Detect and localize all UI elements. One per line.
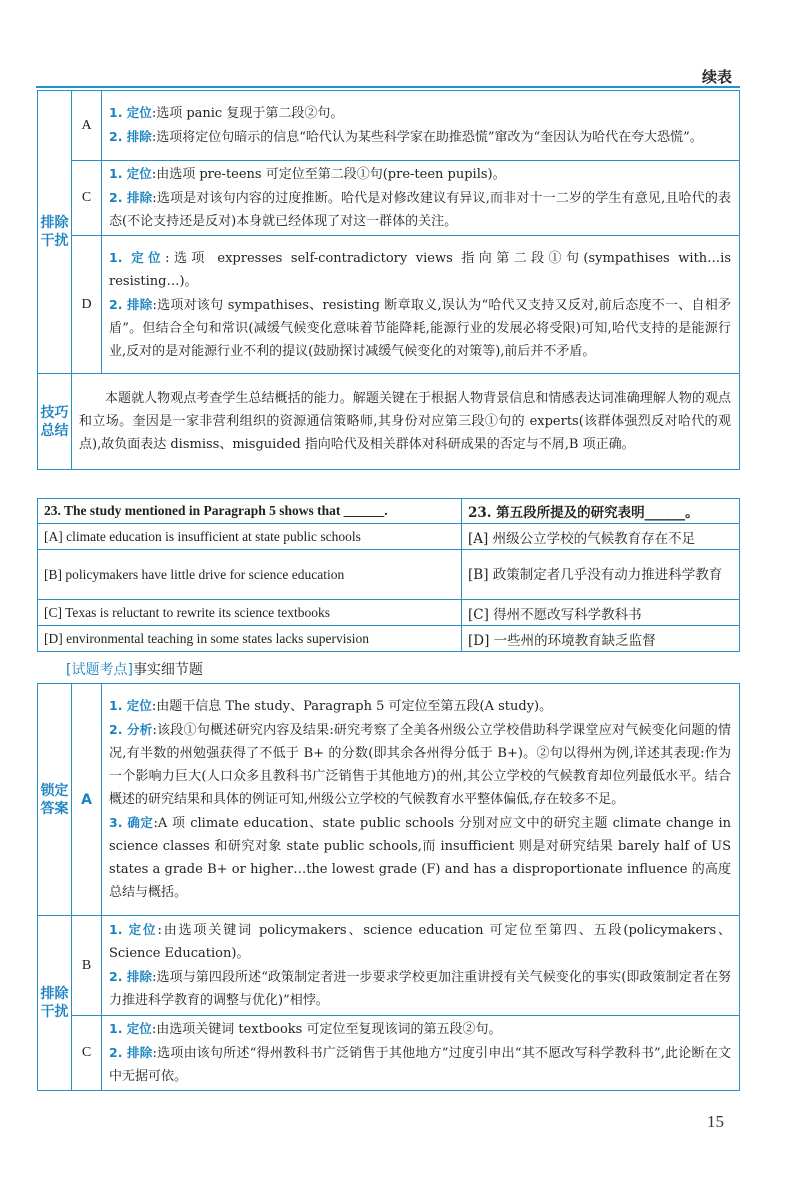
option-letter: B — [72, 916, 102, 1016]
page-number: 15 — [707, 1112, 724, 1131]
analysis-line: 1. 定位:由选项关键词 textbooks 可定位至复现该词的第五段②句。 — [109, 1021, 502, 1037]
option-analysis — [102, 916, 740, 1016]
option-row — [38, 600, 740, 626]
header-divider — [36, 86, 740, 88]
question-23-table — [37, 498, 740, 652]
exclude-side-label: 排除 干扰 — [38, 916, 72, 1091]
option-cn: [B] 政策制定者几乎没有动力推进科学教育 — [462, 550, 740, 600]
question-stem-cn: 23. 第五段所提及的研究表明______。 — [462, 499, 740, 524]
option-en: [D] environmental teaching in some states lacks supervision — [38, 626, 462, 652]
analysis-table-q23 — [37, 683, 740, 1091]
analysis-line: 1. 定位:由题干信息 The study、Paragraph 5 可定位至第五段(A study)。 — [109, 698, 553, 714]
analysis-line: 2. 排除:选项由该句所述“得州教科书广泛销售于其他地方”过度引申出“其不愿改写科学教科书”,此论断在文中无据可依。 — [109, 1045, 731, 1084]
option-row-c — [38, 161, 740, 236]
test-point — [66, 659, 203, 679]
option-row — [38, 524, 740, 550]
option-row — [38, 626, 740, 652]
skill-side-label: 技巧 总结 — [38, 374, 72, 470]
option-analysis — [102, 236, 740, 374]
skill-summary-row — [38, 374, 740, 470]
continued-table-label: 续表 — [701, 68, 732, 86]
option-en: [A] climate education is insufficient at state public schools — [38, 524, 462, 550]
answer-analysis — [102, 684, 740, 916]
analysis-line: 1. 定位:由选项 pre-teens 可定位至第二段①句(pre-teen pupils)。 — [109, 166, 506, 182]
option-row-c — [38, 1016, 740, 1091]
option-letter: A — [72, 91, 102, 161]
option-row-d — [38, 236, 740, 374]
answer-side-label: 锁定 答案 — [38, 684, 72, 916]
test-point-text: 事实细节题 — [132, 662, 203, 678]
option-row-b — [38, 916, 740, 1016]
analysis-line: 2. 排除:选项与第四段所述“政策制定者进一步要求学校更加注重讲授有关气候变化的事实(即政策制定者在努力推进科学教育的调整与优化)”相悖。 — [109, 969, 731, 1008]
analysis-line: 1. 定位:选项 expresses self-contradictory views 指向第二段①句(sympathises with…is resisting…)。 — [109, 249, 731, 289]
analysis-line: 2. 排除:选项是对该句内容的过度推断。哈代是对修改建议有异议,而非对十一二岁的学生有意见,且哈代的表态(不论支持还是反对)本身就已经体现了对这一群体的关注。 — [109, 190, 731, 229]
option-cn: [D] 一些州的环境教育缺乏监督 — [462, 626, 740, 652]
question-stem-row — [38, 499, 740, 524]
skill-summary-text: 本题就人物观点考查学生总结概括的能力。解题关键在于根据人物背景信息和情感表达词准确理解人物的观点和立场。奎因是一家非营利组织的资源通信策略师,其身份对应第三段①句的 experts(该群体强烈反对哈代的观点),故负面表达 dismiss、misguided 指向哈代及相关群体对科研成果的否定与不屑,B 项正确。 — [72, 374, 740, 470]
option-cn: [C] 得州不愿改写科学教科书 — [462, 600, 740, 626]
analysis-line: 1. 定位:由选项关键词 policymakers、science education 可定位至第四、五段(policymakers、Science Education)。 — [109, 922, 731, 961]
analysis-line: 2. 分析:该段①句概述研究内容及结果:研究考察了全美各州级公立学校借助科学课堂应对气候变化问题的情况,有半数的州勉强获得了不低于 B+ 的分数(即其余各州得分低于 B+)。②句以得州为例,详述其表现:作为一个影响力巨大(人口众多且教科书广泛销售于其他地方)的州,其公立学校的气候教育却位列最低水平。结合概述的研究结果和具体的例证可知,州级公立学校的气候教育水平整体偏低,存在较多不足。 — [109, 722, 731, 807]
option-analysis — [102, 161, 740, 236]
option-analysis — [102, 91, 740, 161]
analysis-line: 2. 排除:选项对该句 sympathises、resisting 断章取义,误认为“哈代又支持又反对,前后态度不一、自相矛盾”。但结合全句和常识(减缓气候变化意味着节能降耗,能源行业的发展必将受限)可知,哈代支持的是能源行业,反对的是对能源行业不利的提议(鼓励探讨减缓气候变化的对策等),前后并不矛盾。 — [109, 296, 731, 359]
option-letter: C — [72, 161, 102, 236]
option-letter: D — [72, 236, 102, 374]
answer-option-letter: A — [72, 684, 102, 916]
option-row-a — [38, 91, 740, 161]
option-en: [C] Texas is reluctant to rewrite its science textbooks — [38, 600, 462, 626]
analysis-line: 3. 确定:A 项 climate education、state public schools 分别对应文中的研究主题 climate change in science classes 和研究对象 state public schools,而 insufficient 则是对研究结果 barely half of US states a grade B+ or higher…the lowest grade (F) and has a disproportionate influence 的高度总结与概括。 — [109, 815, 731, 900]
analysis-line: 1. 定位:选项 panic 复现于第二段②句。 — [109, 105, 344, 121]
analysis-line: 2. 排除:选项将定位句暗示的信息“哈代认为某些科学家在助推恐慌”窜改为“奎因认为哈代在夸大恐慌”。 — [109, 129, 703, 145]
option-analysis — [102, 1016, 740, 1091]
option-en: [B] policymakers have little drive for science education — [38, 550, 462, 600]
analysis-table-q22 — [37, 90, 740, 470]
option-letter: C — [72, 1016, 102, 1091]
option-row — [38, 550, 740, 600]
exclude-side-label: 排除 干扰 — [38, 91, 72, 374]
question-stem-en: 23. The study mentioned in Paragraph 5 shows that ______. — [38, 499, 462, 524]
test-point-label: [试题考点] — [66, 662, 133, 678]
answer-row — [38, 684, 740, 916]
option-cn: [A] 州级公立学校的气候教育存在不足 — [462, 524, 740, 550]
